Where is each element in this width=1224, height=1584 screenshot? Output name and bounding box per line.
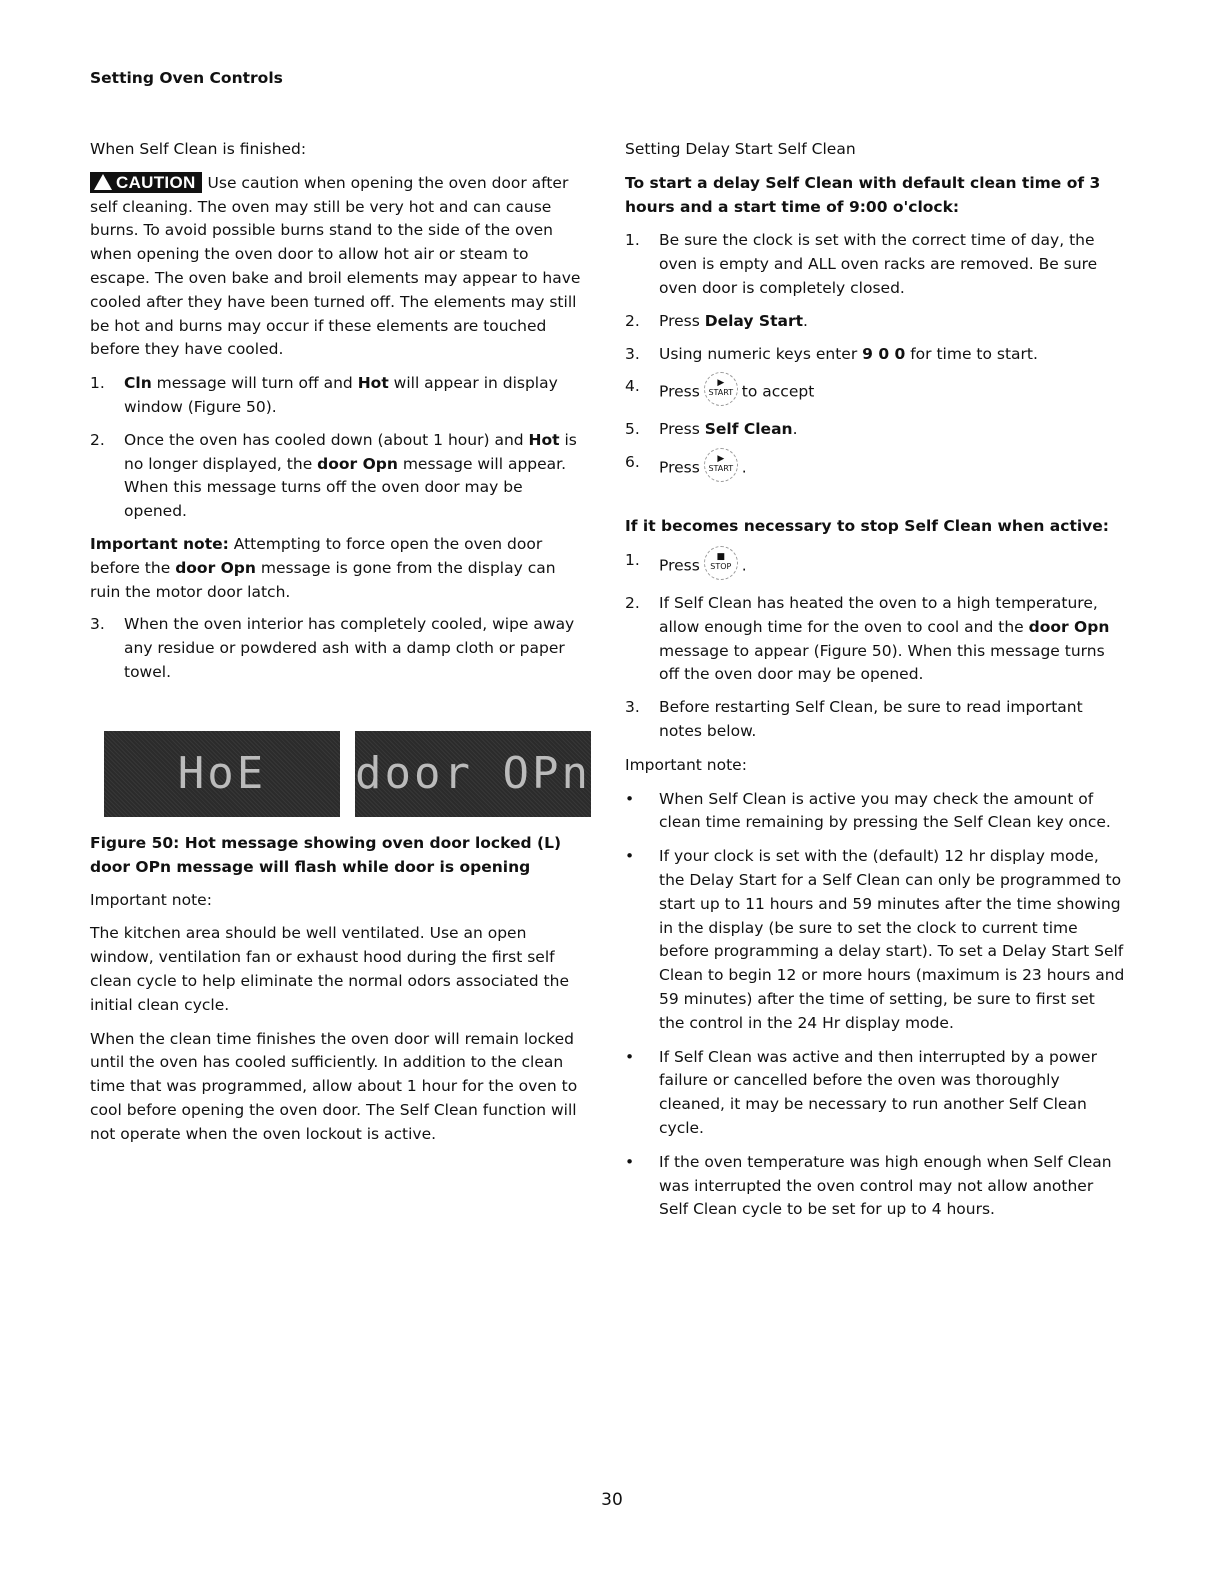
list-item [90,372,585,420]
display-door-opn-text: door OPn [355,748,591,799]
play-icon: ▶ [717,454,725,465]
step-text: . [741,556,747,575]
step-text: . [792,420,798,439]
start-key-icon [704,448,738,482]
list-item [625,343,1125,367]
step-text: for time to start. [905,344,1038,363]
delay-intro: To start a delay Self Clean with default clean time of 3 hours and a start time of 9:00 o'clock: [625,173,1101,216]
play-icon: ▶ [717,378,725,389]
left-column [90,138,585,685]
step-text: message will turn off and [151,374,358,393]
step-number: 3. [625,344,640,363]
step-text: Before restarting Self Clean, be sure to read important notes below. [659,698,1083,740]
left-column-lower [90,832,590,1147]
step-text: Press [659,311,705,330]
step-number: 6. [625,453,640,472]
caution-text: Use caution when opening the oven door after self cleaning. The oven may still be very hot and can cause burns. To avoid possible burns stand to the side of the oven when opening the oven door to allow hot air or steam to escape. The oven bake and broil elements may appear to have cooled after they have been turned off. The elements may still be hot and burns may occur if these elements are touched before they have cooled. [90,173,581,359]
important-note-title: Important note: [625,755,747,774]
stop-section-title: If it becomes necessary to stop Self Clean when active: [625,517,1109,536]
step-number: 1. [90,374,105,393]
note-label: Important note: [90,534,229,553]
start-key-label: START [708,464,734,474]
hot-text: Hot [528,430,560,449]
list-item [625,310,1125,334]
display-hot-text: HoE [177,748,267,799]
right-column [625,138,1125,1222]
stop-key-icon [704,546,738,580]
list-item [625,375,1125,409]
step-number: 4. [625,377,640,396]
list-item [625,229,1125,300]
ventilation-paragraph: The kitchen area should be well ventilated. Use an open window, ventilation fan or exhaust hood during the first self clean cycle to help eliminate the normal odors associated the initial clean cycle. [90,924,569,1014]
note-text: message is gone from the display can ruin the motor door latch. [90,558,556,601]
bullet-text: If Self Clean was active and then interrupted by a power failure or cancelled before the oven was thoroughly cleaned, it may be necessary to run another Self Clean cycle. [659,1047,1097,1137]
step-text: Press [659,420,705,439]
step-number: 3. [90,615,105,634]
step-text: Press [659,382,700,401]
step-text: Press [659,556,700,575]
list-item [625,696,1125,744]
caution-label: CAUTION [116,172,196,192]
bullet-text: When Self Clean is active you may check the amount of clean time remaining by pressing the Self Clean key once. [659,789,1111,832]
figure-caption: Figure 50: Hot message showing oven door locked (L) door OPn message will flash while door is opening [90,834,562,876]
step-text: to accept [741,382,815,401]
section-title-delay: Setting Delay Start Self Clean [625,140,856,158]
delay-start-text: Delay Start [704,311,803,330]
stop-key-label: STOP [710,561,732,571]
stop-icon: ■ [716,551,726,562]
bullet-item [625,788,1125,836]
step-number: 2. [90,430,105,449]
bullet-icon: • [625,789,635,808]
step-text: is no longer displayed, the [124,430,577,473]
step-text: message to appear (Figure 50). When this message turns off the oven door may be opened. [659,641,1105,684]
bullet-icon: • [625,1047,635,1066]
step-number: 1. [625,231,640,250]
cln-text: Cln [124,374,152,393]
list-item [90,613,585,684]
clean-time-paragraph: When the clean time finishes the oven door will remain locked until the oven has cooled sufficiently. In addition to the clean time that was programmed, allow about 1 hour for the oven to cool before opening the oven door. The Self Clean function will not operate when the oven lockout is active. [90,1029,578,1143]
step-text: Using numeric keys enter [659,344,863,363]
numeric-entry: 9 0 0 [862,344,906,363]
step-text: Press [659,458,700,477]
bullet-icon: • [625,1152,635,1171]
step-text: message will appear. When this message turns off the oven door may be opened. [124,454,567,521]
step-text: . [803,311,808,330]
page-header: Setting Oven Controls [90,69,283,87]
bullet-icon: • [625,847,635,866]
step-text: will appear in display window (Figure 50). [124,374,558,416]
list-item [625,549,1125,583]
caution-badge [90,172,202,193]
step-text: Be sure the clock is set with the correct time of day, the oven is empty and ALL oven racks are removed. Be sure oven door is completely closed. [659,231,1098,297]
start-key-icon [704,372,738,406]
self-clean-text: Self Clean [704,420,793,439]
bullet-text: If the oven temperature was high enough when Self Clean was interrupted the oven control may not allow another Self Clean cycle to be set for up to 4 hours. [659,1152,1112,1219]
door-opn-text: door Opn [175,558,256,577]
list-item [90,429,585,524]
display-hot [104,731,340,817]
list-item [625,592,1125,687]
note-text: Attempting to force open the oven door before the [90,534,543,577]
page-number: 30 [601,1490,623,1510]
bullet-text: If your clock is set with the (default) 12 hr display mode, the Delay Start for a Self Clean can only be programmed to start up to 11 hours and 59 minutes after the time showing in the display (be sure to set the clock to current time before programming a delay start). To set a Delay Start Self Clean to begin 12 or more hours (maximum is 23 hours and 59 minutes) after the time of setting, be sure to first set the control in the 24 Hr display mode. [659,847,1125,1032]
step-number: 5. [625,420,640,439]
section-title-finished: When Self Clean is finished: [90,140,307,158]
door-opn-text: door Opn [1028,617,1110,636]
step-number: 3. [625,698,640,717]
step-text: . [741,458,747,477]
warning-triangle-icon [94,174,112,190]
step-number: 2. [625,593,640,612]
door-opn-text: door Opn [317,454,398,473]
start-key-label: START [708,388,734,398]
step-number: 2. [625,311,640,330]
display-door-opn [355,731,591,817]
step-text: Once the oven has cooled down (about 1 hour) and [124,430,529,449]
important-note-title: Important note: [90,890,212,909]
hot-text: Hot [357,374,389,393]
step-text: When the oven interior has completely cooled, wipe away any residue or powdered ash with a damp cloth or paper towel. [124,615,575,681]
list-item [625,451,1125,485]
bullet-item [625,1046,1125,1141]
list-item [625,418,1125,442]
bullet-item [625,1151,1125,1222]
caution-paragraph [90,172,585,362]
step-text: If Self Clean has heated the oven to a high temperature, allow enough time for the oven to cool and the [659,593,1098,636]
important-note-paragraph [90,533,585,604]
bullet-item [625,845,1125,1035]
step-number: 1. [625,550,640,569]
